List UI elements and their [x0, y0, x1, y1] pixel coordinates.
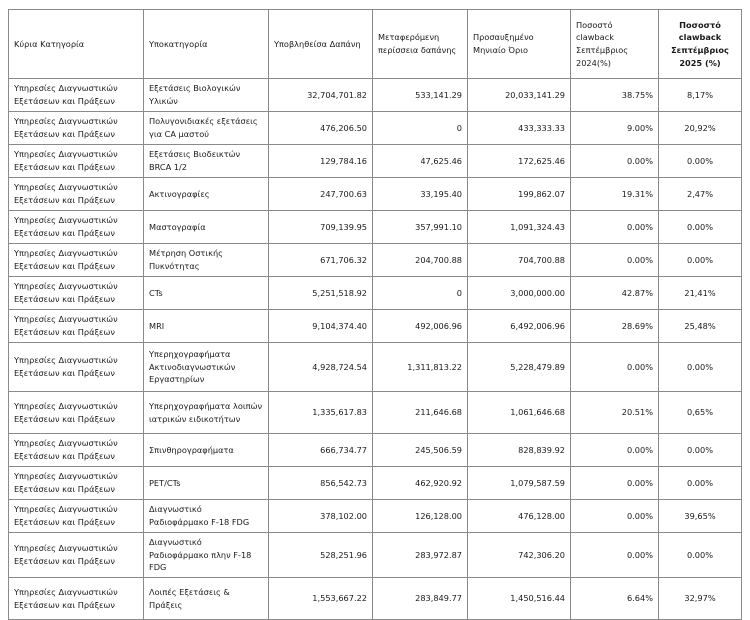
cell-increased-monthly-limit: 20,033,141.29 — [468, 79, 571, 112]
cell-submitted-expense: 1,335,617.83 — [269, 392, 373, 434]
cell-clawback-2024: 0.00% — [571, 343, 659, 392]
cell-carried-surplus: 1,311,813.22 — [373, 343, 468, 392]
cell-submitted-expense: 1,553,667.22 — [269, 578, 373, 620]
cell-submitted-expense: 856,542.73 — [269, 467, 373, 500]
table-row — [9, 467, 742, 500]
cell-subcategory: PET/CTs — [144, 467, 269, 500]
cell-carried-surplus: 492,006.96 — [373, 310, 468, 343]
cell-submitted-expense: 528,251.96 — [269, 533, 373, 578]
cell-subcategory: Εξετάσεις Βιολογικών Υλικών — [144, 79, 269, 112]
cell-main-category: Υπηρεσίες Διαγνωστικών Εξετάσεων και Πράξεων — [9, 145, 144, 178]
cell-subcategory: Διαγνωστικό Ραδιοφάρμακο F-18 FDG — [144, 500, 269, 533]
cell-carried-surplus: 211,646.68 — [373, 392, 468, 434]
column-header-main-category: Κύρια Κατηγορία — [9, 10, 144, 79]
cell-main-category: Υπηρεσίες Διαγνωστικών Εξετάσεων και Πράξεων — [9, 178, 144, 211]
table-row — [9, 178, 742, 211]
header-row — [9, 10, 742, 79]
cell-clawback-2024: 6.64% — [571, 578, 659, 620]
cell-main-category: Υπηρεσίες Διαγνωστικών Εξετάσεων και Πράξεων — [9, 79, 144, 112]
cell-subcategory: Πολυγονιδιακές εξετάσεις για CA μαστού — [144, 112, 269, 145]
cell-carried-surplus: 47,625.46 — [373, 145, 468, 178]
cell-carried-surplus: 283,849.77 — [373, 578, 468, 620]
cell-subcategory: Ακτινογραφίες — [144, 178, 269, 211]
cell-submitted-expense: 709,139.95 — [269, 211, 373, 244]
cell-clawback-2024: 20.51% — [571, 392, 659, 434]
table-row — [9, 277, 742, 310]
table-row — [9, 79, 742, 112]
cell-clawback-2025: 0.00% — [659, 533, 742, 578]
cell-main-category: Υπηρεσίες Διαγνωστικών Εξετάσεων και Πράξεων — [9, 277, 144, 310]
cell-main-category: Υπηρεσίες Διαγνωστικών Εξετάσεων και Πράξεων — [9, 343, 144, 392]
cell-increased-monthly-limit: 704,700.88 — [468, 244, 571, 277]
cell-main-category: Υπηρεσίες Διαγνωστικών Εξετάσεων και Πράξεων — [9, 112, 144, 145]
cell-increased-monthly-limit: 199,862.07 — [468, 178, 571, 211]
column-header-increased-monthly-limit: Προσαυξημένο Μηνιαίο Όριο — [468, 10, 571, 79]
table-row — [9, 211, 742, 244]
cell-carried-surplus: 0 — [373, 277, 468, 310]
cell-clawback-2024: 0.00% — [571, 145, 659, 178]
cell-increased-monthly-limit: 5,228,479.89 — [468, 343, 571, 392]
column-header-clawback-2024: Ποσοστό clawback Σεπτέμβριος 2024(%) — [571, 10, 659, 79]
table-row — [9, 145, 742, 178]
cell-increased-monthly-limit: 742,306.20 — [468, 533, 571, 578]
table-row — [9, 434, 742, 467]
cell-clawback-2024: 0.00% — [571, 533, 659, 578]
cell-subcategory: Μέτρηση Οστικής Πυκνότητας — [144, 244, 269, 277]
cell-increased-monthly-limit: 172,625.46 — [468, 145, 571, 178]
cell-clawback-2025: 25,48% — [659, 310, 742, 343]
cell-clawback-2024: 0.00% — [571, 244, 659, 277]
cell-clawback-2024: 38.75% — [571, 79, 659, 112]
clawback-table — [8, 9, 742, 620]
cell-clawback-2025: 21,41% — [659, 277, 742, 310]
cell-subcategory: Διαγνωστικό Ραδιοφάρμακο πλην F-18 FDG — [144, 533, 269, 578]
cell-carried-surplus: 0 — [373, 112, 468, 145]
cell-subcategory: Υπερηχογραφήματα λοιπών ιατρικών ειδικοτήτων — [144, 392, 269, 434]
table-row — [9, 310, 742, 343]
cell-clawback-2024: 0.00% — [571, 434, 659, 467]
table-row — [9, 392, 742, 434]
cell-submitted-expense: 5,251,518.92 — [269, 277, 373, 310]
table-header — [9, 10, 742, 79]
cell-clawback-2024: 42.87% — [571, 277, 659, 310]
cell-increased-monthly-limit: 1,079,587.59 — [468, 467, 571, 500]
cell-clawback-2025: 8,17% — [659, 79, 742, 112]
cell-submitted-expense: 476,206.50 — [269, 112, 373, 145]
cell-submitted-expense: 666,734.77 — [269, 434, 373, 467]
cell-clawback-2025: 0.00% — [659, 467, 742, 500]
cell-increased-monthly-limit: 433,333.33 — [468, 112, 571, 145]
cell-subcategory: Λοιπές Εξετάσεις & Πράξεις — [144, 578, 269, 620]
cell-carried-surplus: 357,991.10 — [373, 211, 468, 244]
cell-clawback-2024: 0.00% — [571, 500, 659, 533]
cell-submitted-expense: 129,784.16 — [269, 145, 373, 178]
column-header-clawback-2025: Ποσοστό clawback Σεπτέμβριος 2025 (%) — [659, 10, 742, 79]
cell-increased-monthly-limit: 476,128.00 — [468, 500, 571, 533]
cell-submitted-expense: 247,700.63 — [269, 178, 373, 211]
table-row — [9, 343, 742, 392]
cell-carried-surplus: 283,972.87 — [373, 533, 468, 578]
cell-main-category: Υπηρεσίες Διαγνωστικών Εξετάσεων και Πράξεων — [9, 533, 144, 578]
cell-main-category: Υπηρεσίες Διαγνωστικών Εξετάσεων και Πράξεων — [9, 578, 144, 620]
column-header-carried-surplus: Μεταφερόμενη περίσσεια δαπάνης — [373, 10, 468, 79]
cell-increased-monthly-limit: 1,061,646.68 — [468, 392, 571, 434]
cell-subcategory: Υπερηχογραφήματα Ακτινοδιαγνωστικών Εργαστηρίων — [144, 343, 269, 392]
cell-main-category: Υπηρεσίες Διαγνωστικών Εξετάσεων και Πράξεων — [9, 500, 144, 533]
cell-subcategory: Εξετάσεις Βιοδεικτών BRCA 1/2 — [144, 145, 269, 178]
cell-clawback-2025: 0,65% — [659, 392, 742, 434]
cell-carried-surplus: 245,506.59 — [373, 434, 468, 467]
cell-carried-surplus: 204,700.88 — [373, 244, 468, 277]
cell-clawback-2024: 9.00% — [571, 112, 659, 145]
cell-carried-surplus: 33,195.40 — [373, 178, 468, 211]
cell-clawback-2025: 0.00% — [659, 434, 742, 467]
cell-submitted-expense: 9,104,374.40 — [269, 310, 373, 343]
cell-submitted-expense: 671,706.32 — [269, 244, 373, 277]
clawback-table-container — [8, 9, 741, 620]
cell-clawback-2025: 32,97% — [659, 578, 742, 620]
cell-clawback-2025: 20,92% — [659, 112, 742, 145]
cell-carried-surplus: 533,141.29 — [373, 79, 468, 112]
cell-main-category: Υπηρεσίες Διαγνωστικών Εξετάσεων και Πράξεων — [9, 211, 144, 244]
table-row — [9, 500, 742, 533]
cell-increased-monthly-limit: 1,450,516.44 — [468, 578, 571, 620]
column-header-submitted-expense: Υποβληθείσα Δαπάνη — [269, 10, 373, 79]
cell-clawback-2025: 2,47% — [659, 178, 742, 211]
cell-subcategory: MRI — [144, 310, 269, 343]
table-row — [9, 533, 742, 578]
cell-submitted-expense: 32,704,701.82 — [269, 79, 373, 112]
cell-main-category: Υπηρεσίες Διαγνωστικών Εξετάσεων και Πράξεων — [9, 434, 144, 467]
cell-increased-monthly-limit: 3,000,000.00 — [468, 277, 571, 310]
cell-clawback-2024: 28.69% — [571, 310, 659, 343]
cell-increased-monthly-limit: 828,839.92 — [468, 434, 571, 467]
cell-main-category: Υπηρεσίες Διαγνωστικών Εξετάσεων και Πράξεων — [9, 467, 144, 500]
cell-clawback-2025: 0.00% — [659, 343, 742, 392]
cell-clawback-2025: 39,65% — [659, 500, 742, 533]
cell-increased-monthly-limit: 1,091,324.43 — [468, 211, 571, 244]
cell-clawback-2024: 0.00% — [571, 211, 659, 244]
table-body — [9, 79, 742, 620]
cell-subcategory: CTs — [144, 277, 269, 310]
cell-carried-surplus: 126,128.00 — [373, 500, 468, 533]
cell-clawback-2025: 0.00% — [659, 244, 742, 277]
cell-clawback-2025: 0.00% — [659, 211, 742, 244]
cell-submitted-expense: 4,928,724.54 — [269, 343, 373, 392]
column-header-subcategory: Υποκατηγορία — [144, 10, 269, 79]
cell-subcategory: Μαστογραφία — [144, 211, 269, 244]
cell-clawback-2024: 0.00% — [571, 467, 659, 500]
cell-increased-monthly-limit: 6,492,006.96 — [468, 310, 571, 343]
cell-subcategory: Σπινθηρογραφήματα — [144, 434, 269, 467]
cell-main-category: Υπηρεσίες Διαγνωστικών Εξετάσεων και Πράξεων — [9, 392, 144, 434]
cell-clawback-2025: 0.00% — [659, 145, 742, 178]
cell-main-category: Υπηρεσίες Διαγνωστικών Εξετάσεων και Πράξεων — [9, 244, 144, 277]
table-row — [9, 244, 742, 277]
cell-submitted-expense: 378,102.00 — [269, 500, 373, 533]
cell-main-category: Υπηρεσίες Διαγνωστικών Εξετάσεων και Πράξεων — [9, 310, 144, 343]
table-row — [9, 578, 742, 620]
table-row — [9, 112, 742, 145]
cell-carried-surplus: 462,920.92 — [373, 467, 468, 500]
cell-clawback-2024: 19.31% — [571, 178, 659, 211]
